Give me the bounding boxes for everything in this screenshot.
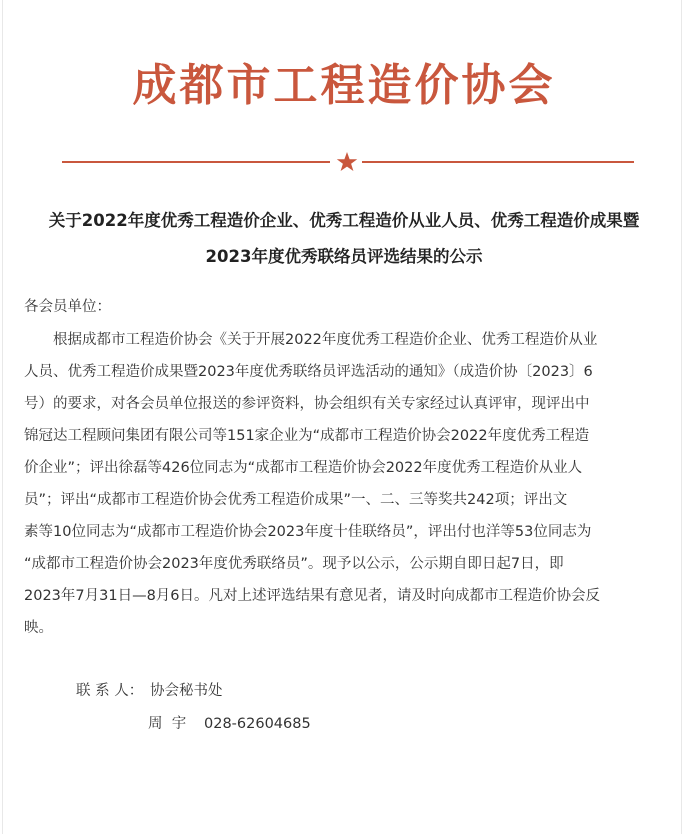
salutation: 各会员单位： xyxy=(24,299,111,315)
body-line: 素等10位同志为“成都市工程造价协会2023年度十佳联络员”，评出付也洋等53位同志为 xyxy=(24,524,592,540)
body-line: 根据成都市工程造价协会《关于开展2022年度优秀工程造价企业、优秀工程造价从业 xyxy=(24,332,598,348)
body-line: 2023年7月31日—8月6日。凡对上述评选结果有意见者，请及时向成都市工程造价协会反 xyxy=(24,588,601,604)
contact-person: 周 宇 xyxy=(148,716,187,732)
contact-department: 协会秘书处 xyxy=(150,683,223,699)
page-frame xyxy=(2,0,682,834)
body-line: 号）的要求，对各会员单位报送的参评资料，协会组织有关专家经过认真评审，现评出中 xyxy=(24,396,590,412)
org-header-title: 成都市工程造价协会 xyxy=(132,60,556,111)
document-title-line-1: 关于2022年度优秀工程造价企业、优秀工程造价从业人员、优秀工程造价成果暨 xyxy=(48,211,640,230)
body-line: 映。 xyxy=(24,620,53,636)
divider-line-right xyxy=(362,161,634,163)
divider-line-left xyxy=(62,161,330,163)
body-line: 锦冠达工程顾问集团有限公司等151家企业为“成都市工程造价协会2022年度优秀工程造 xyxy=(24,428,590,444)
body-line: 员”；评出“成都市工程造价协会优秀工程造价成果”一、二、三等奖共242项；评出文 xyxy=(24,492,568,508)
star-icon xyxy=(332,151,362,173)
body-line: 价企业”；评出徐磊等426位同志为“成都市工程造价协会2022年度优秀工程造价从业人 xyxy=(24,460,583,476)
contact-label: 联 系 人： xyxy=(76,683,144,699)
document-title-line-2: 2023年度优秀联络员评选结果的公示 xyxy=(205,247,483,266)
contact-phone: 028-62604685 xyxy=(204,716,311,732)
body-line: 人员、优秀工程造价成果暨2023年度优秀联络员评选活动的通知》（成造价协〔2023〕6 xyxy=(24,364,593,380)
body-line: “成都市工程造价协会2023年度优秀联络员”。现予以公示，公示期自即日起7日，即 xyxy=(24,556,564,572)
header-divider xyxy=(62,151,634,173)
